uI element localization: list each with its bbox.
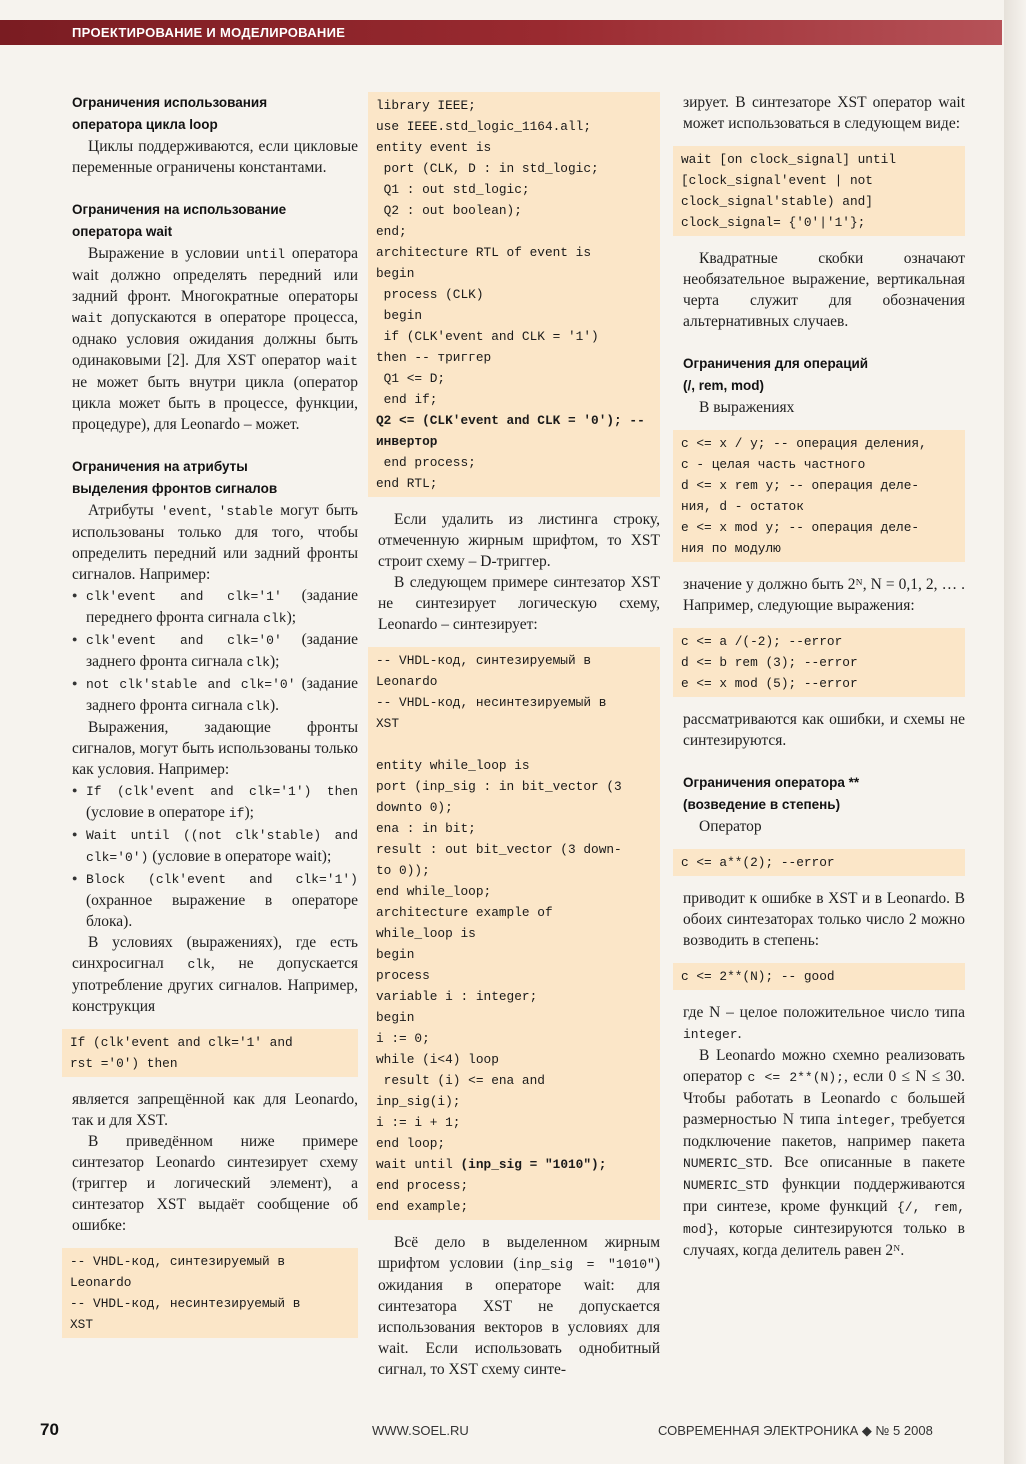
heading-line: Ограничения использования [72, 95, 268, 110]
column-middle [368, 92, 660, 1380]
paragraph: Всё дело в выделенном жирным шрифтом условии (inp_sig = "1010") ожидания в операторе wait: для синтезатора XST не допускается использования векторов в условиях для wait. Если использовать однобитный сигнал, то XST схему синте- [378, 1234, 660, 1378]
code-block: library IEEE; use IEEE.std_logic_1164.all; entity event is port (CLK, D : in std_logic; Q1 : out std_logic; Q2 : out boolean); end; architecture RTL of event is begin process (CLK) begin if (CLK'event and CLK = '1') then -- триггер Q1 <= D; end if; Q2 <= (CLK'event and CLK = '0'); -- инвертор end process; end RTL; [368, 92, 660, 497]
heading-attributes [72, 456, 358, 500]
code-bold-line: (inp_sig = "1010"); [460, 1157, 607, 1172]
list-item: ● clk'event and clk='1' (задание переднего фронта сигнала clk); [72, 585, 358, 629]
list-item: ● Block (clk'event and clk='1') (охранное выражение в операторе блока). [72, 868, 358, 932]
list-item: ● If (clk'event and clk='1') then (условие в операторе if); [72, 780, 358, 824]
code-block: -- VHDL-код, синтезируемый в Leonardo -- VHDL-код, несинтезируемый в XST entity while_loop is port (inp_sig : in bit_vector (3 downto 0); ena : in bit; result : out bit_vector (3 down- to 0)); end while_loop; architecture example of while_loop is begin process variable i : integer; begin i := 0; while (i<4) loop result (i) <= ena and inp_sig(i); i := i + 1; end loop; wait until (inp_sig = "1010"); end process; end example; [368, 647, 660, 1220]
heading-wait [72, 199, 358, 243]
paragraph: Квадратные скобки означают необязательное выражение, вертикальная черта служит для обозначения альтернативных случаев. [683, 250, 965, 330]
code-block: wait [on clock_signal] until [clock_signal'event | not clock_signal'stable) and] clock_signal= {'0'|'1'}; [673, 146, 965, 236]
list-item: ● clk'event and clk='0' (задание заднего фронта сигнала clk); [72, 629, 358, 673]
code-block: -- VHDL-код, синтезируемый в Leonardo -- VHDL-код, несинтезируемый в XST [62, 1248, 358, 1338]
paragraph: где N – целое положительное число типа integer. [683, 1004, 965, 1042]
code-block: c <= 2**(N); -- good [673, 963, 965, 990]
heading-line: Ограничения на атрибуты [72, 459, 248, 474]
heading-power [683, 772, 965, 816]
paragraph: приводит к ошибке в XST и в Leonardo. В обоих синтезаторах только число 2 можно возводить в степень: [683, 890, 965, 949]
paragraph: В условиях (выражениях), где есть синхросигнал clk, не допускается употребление других сигналов. Например, конструкция [72, 934, 359, 1015]
paragraph: зирует. В синтезаторе XST оператор wait может использоваться в следующем виде: [683, 94, 965, 132]
code-bold-line: Q2 <= (CLK'event and CLK = '0'); -- инвертор [376, 413, 645, 449]
paragraph: Атрибуты 'event, 'stable могут быть использованы только для того, чтобы определить передний или задний фронты сигналов. Например: [72, 502, 358, 583]
section-title: ПРОЕКТИРОВАНИЕ И МОДЕЛИРОВАНИЕ [72, 25, 346, 40]
paragraph: В приведённом ниже примере синтезатор Leonardo синтезирует схему (триггер и логический элемент), а синтезатор XST выдаёт сообщение об ошибке: [72, 1133, 358, 1234]
paragraph: В следующем примере синтезатор XST не синтезирует логическую схему, Leonardo – синтезирует: [378, 574, 660, 633]
heading-line: выделения фронтов сигналов [72, 481, 278, 496]
paragraph: является запрещённой как для Leonardo, так и для XST. [72, 1091, 358, 1129]
condition-list [72, 780, 358, 932]
edge-attribute-list [72, 585, 358, 717]
heading-line: Ограничения на использование [72, 202, 287, 217]
paragraph: Циклы поддерживаются, если цикловые переменные ограничены константами. [72, 138, 358, 176]
code-block: c <= a /(-2); --error d <= b rem (3); --error e <= x mod (5); --error [673, 628, 965, 697]
paragraph: В выражениях [699, 399, 795, 416]
paragraph: Выражения, задающие фронты сигналов, могут быть использованы только как условия. Например: [72, 719, 358, 778]
code-block: c <= x / y; -- операция деления, c - целая часть частного d <= x rem y; -- операция деле- ния, d - остаток e <= x mod y; -- операция деле- ния по модулю [673, 430, 965, 562]
paragraph: Если удалить из листинга строку, отмеченную жирным шрифтом, то XST строит схему – D-триггер. [378, 511, 660, 570]
paragraph: Выражение в условии until оператора wait должно определять передний или задний фронт. Многократные операторы wait допускаются в операторе процесса, однако условия ожидания должны быть одинаковыми [2]. Для XST оператор wait не может быть внутри цикла (оператор цикла может быть в процессе, функции, процедуре), для Leonardo – может. [72, 245, 359, 433]
paragraph: рассматриваются как ошибки, и схемы не синтезируются. [683, 711, 965, 749]
list-item: ● Wait until ((not clk'stable) and clk='0') (условие в операторе wait); [72, 824, 358, 868]
heading-line: Ограничения для операций [683, 356, 869, 371]
paragraph: значение y должно быть 2ᴺ, N = 0,1, 2, … . Например, следующие выражения: [683, 576, 965, 614]
column-left [62, 92, 358, 1338]
footer-magazine: СОВРЕМЕННАЯ ЭЛЕКТРОНИКА ◆ № 5 2008 [658, 1423, 933, 1438]
heading-line: (возведение в степень) [683, 797, 841, 812]
section-header-band [0, 20, 1002, 45]
page-edge [1004, 0, 1026, 1464]
code-block: If (clk'event and clk='1' and rst ='0') then [62, 1029, 358, 1077]
footer-site: WWW.SOEL.RU [372, 1423, 469, 1438]
heading-line: Ограничения оператора ** [683, 775, 860, 790]
code-block: c <= a**(2); --error [673, 849, 965, 876]
heading-line: (/, rem, mod) [683, 378, 765, 393]
paragraph: Оператор [699, 818, 762, 835]
heading-operations [683, 353, 965, 397]
page-number: 70 [40, 1420, 59, 1439]
heading-loop [72, 92, 358, 136]
list-item: ● not clk'stable and clk='0' (задание заднего фронта сигнала clk). [72, 673, 358, 717]
heading-line: оператора цикла loop [72, 117, 218, 132]
column-right [673, 92, 965, 1261]
paragraph: В Leonardo можно схемно реализовать оператор c <= 2**(N);, если 0 ≤ N ≤ 30. Чтобы работать в Leonardo с большей размерностью N типа integer, требуется подключение пакетов, например пакета NUMERIC_STD. Все описанные в пакете NUMERIC_STD функции поддерживаются при синтезе, кроме функций {/, rem, mod}, которые синтезируются только в случаях, когда делитель равен 2ᴺ. [683, 1047, 965, 1259]
heading-line: оператора wait [72, 224, 173, 239]
